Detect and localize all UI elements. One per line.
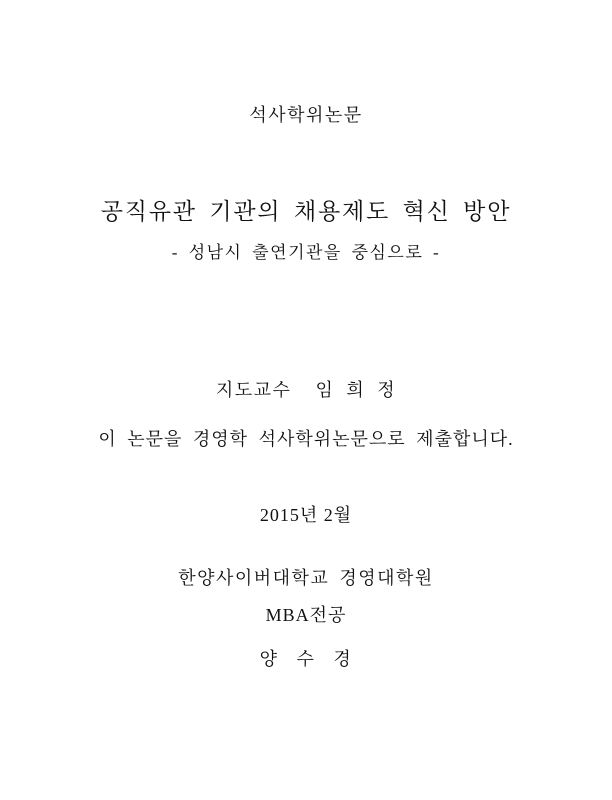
major-line: MBA전공 — [265, 605, 347, 625]
thesis-subtitle: - 성남시 출연기관을 중심으로 - — [171, 243, 441, 262]
thesis-type-label: 석사학위논문 — [249, 105, 363, 125]
advisor-line: 지도교수 임 희 정 — [215, 380, 397, 400]
thesis-title: 공직유관 기관의 채용제도 혁신 방안 — [100, 199, 512, 224]
submission-statement: 이 논문을 경영학 석사학위논문으로 제출합니다. — [98, 429, 514, 449]
date-line: 2015년 2월 — [259, 505, 353, 525]
author-name: 양 수 경 — [259, 649, 353, 669]
university-line: 한양사이버대학교 경영대학원 — [178, 568, 434, 588]
